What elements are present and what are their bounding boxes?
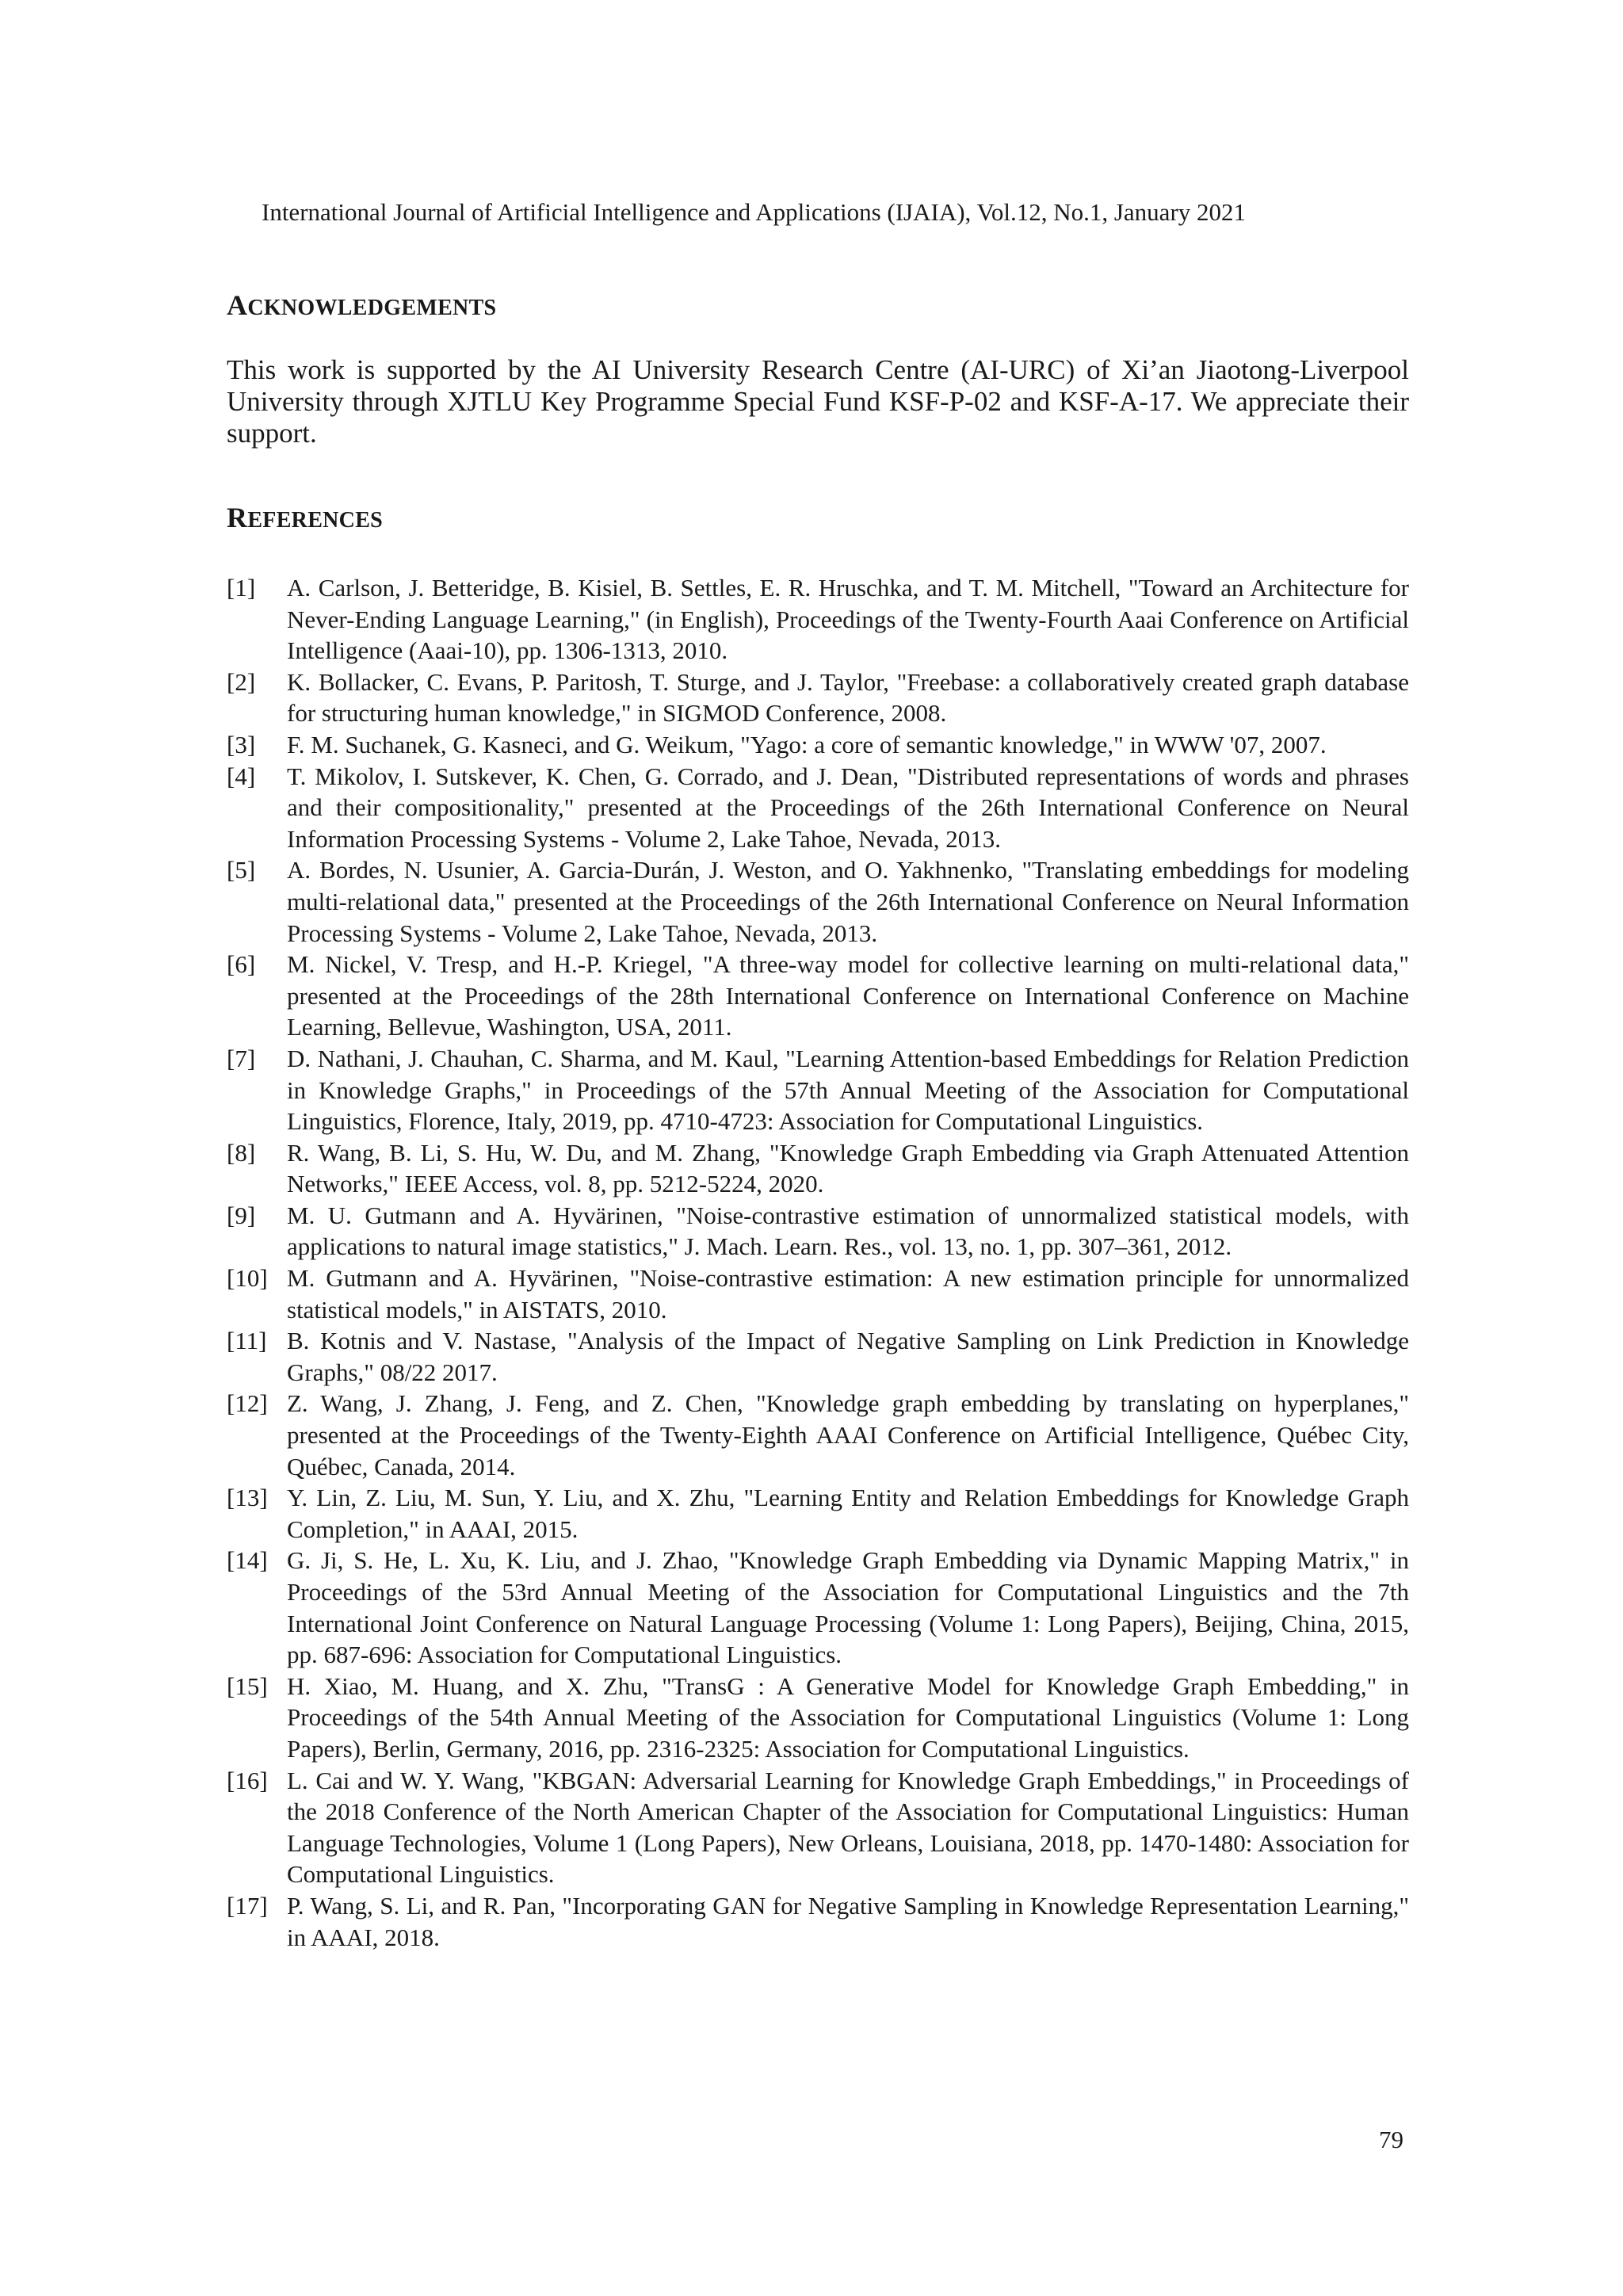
reference-number: [14]: [227, 1546, 268, 1575]
reference-text: Y. Lin, Z. Liu, M. Sun, Y. Liu, and X. Zhu, "Learning Entity and Relation Embeddings for Knowledge Graph Completion," in AAAI, 2015.: [287, 1484, 1409, 1543]
acknowledgements-text: This work is supported by the AI University Research Centre (AI-URC) of Xi’an Jiaotong-Liverpool University through XJTLU Key Programme Special Fund KSF-P-02 and KSF-A-17. We appreciate their support.: [227, 354, 1409, 449]
reference-number: [15]: [227, 1671, 268, 1700]
reference-text: R. Wang, B. Li, S. Hu, W. Du, and M. Zhang, "Knowledge Graph Embedding via Graph Attenuated Attention Networks," IEEE Access, vol. 8, pp. 5212-5224, 2020.: [287, 1138, 1409, 1198]
reference-number: [12]: [227, 1389, 268, 1418]
reference-item: [227, 949, 1409, 1043]
reference-text: M. U. Gutmann and A. Hyvärinen, "Noise-contrastive estimation of unnormalized statistical models, with applications to natural image statistics," J. Mach. Learn. Res., vol. 13, no. 1, pp. 307–361, 2012.: [287, 1201, 1409, 1261]
reference-number: [11]: [227, 1327, 267, 1355]
reference-text: D. Nathani, J. Chauhan, C. Sharma, and M. Kaul, "Learning Attention-based Embeddings for Relation Prediction in Knowledge Graphs," in Proceedings of the 57th Annual Meeting of the Association for Computational Linguistics, Florence, Italy, 2019, pp. 4710-4723: Association for Computational Linguistics.: [287, 1044, 1409, 1136]
reference-number: [7]: [227, 1044, 256, 1072]
reference-item: [227, 854, 1409, 949]
reference-item: [227, 1325, 1409, 1388]
reference-number: [10]: [227, 1264, 268, 1293]
reference-text: M. Gutmann and A. Hyvärinen, "Noise-contrastive estimation: A new estimation principle for unnormalized statistical models," in AISTATS, 2010.: [287, 1264, 1409, 1324]
reference-text: P. Wang, S. Li, and R. Pan, "Incorporating GAN for Negative Sampling in Knowledge Representation Learning," in AAAI, 2018.: [287, 1891, 1409, 1951]
reference-text: F. M. Suchanek, G. Kasneci, and G. Weikum, "Yago: a core of semantic knowledge," in WWW '07, 2007.: [287, 730, 1327, 758]
reference-item: [227, 1890, 1409, 1953]
reference-number: [5]: [227, 856, 256, 884]
reference-number: [9]: [227, 1201, 256, 1229]
reference-text: B. Kotnis and V. Nastase, "Analysis of the Impact of Negative Sampling on Link Prediction in Knowledge Graphs," 08/22 2017.: [287, 1327, 1409, 1386]
reference-item: [227, 761, 1409, 855]
reference-list: [227, 572, 1409, 1953]
reference-number: [13]: [227, 1484, 268, 1512]
reference-item: [227, 1388, 1409, 1482]
references-heading: [227, 501, 383, 534]
reference-item: [227, 1765, 1409, 1890]
reference-number: [16]: [227, 1766, 268, 1794]
page-number: 79: [1379, 2126, 1403, 2153]
references-heading-rest: EFERENCES: [247, 508, 384, 533]
reference-item: [227, 572, 1409, 667]
reference-text: K. Bollacker, C. Evans, P. Paritosh, T. Sturge, and J. Taylor, "Freebase: a collaboratively created graph database for structuring human knowledge," in SIGMOD Conference, 2008.: [287, 667, 1409, 728]
reference-item: [227, 1263, 1409, 1325]
reference-number: [2]: [227, 667, 256, 696]
running-header: International Journal of Artificial Intelligence and Applications (IJAIA), Vol.12, No.1, January 2021: [262, 198, 1247, 226]
reference-text: L. Cai and W. Y. Wang, "KBGAN: Adversarial Learning for Knowledge Graph Embeddings," in Proceedings of the 2018 Conference of the North American Chapter of the Association for Computational Linguistics: Human Language Technologies, Volume 1 (Long Papers), New Orleans, Louisiana, 2018, pp. 1470-1480: Association for Computational Linguistics.: [287, 1766, 1409, 1889]
reference-number: [4]: [227, 762, 256, 790]
reference-item: [227, 1200, 1409, 1263]
reference-text: A. Bordes, N. Usunier, A. Garcia-Durán, J. Weston, and O. Yakhnenko, "Translating embeddings for modeling multi-relational data," presented at the Proceedings of the 26th International Conference on Neural Information Processing Systems - Volume 2, Lake Tahoe, Nevada, 2013.: [287, 856, 1409, 947]
reference-item: [227, 1545, 1409, 1670]
reference-item: [227, 729, 1409, 761]
reference-text: Z. Wang, J. Zhang, J. Feng, and Z. Chen, "Knowledge graph embedding by translating on hyperplanes," presented at the Proceedings of the Twenty-Eighth AAAI Conference on Artificial Intelligence, Québec City, Québec, Canada, 2014.: [287, 1389, 1409, 1480]
reference-item: [227, 1482, 1409, 1545]
acknowledgements-heading-rest: CKNOWLEDGEMENTS: [247, 296, 497, 320]
references-heading-cap: R: [227, 502, 248, 533]
reference-item: [227, 1043, 1409, 1137]
reference-number: [3]: [227, 730, 256, 758]
reference-number: [1]: [227, 574, 256, 602]
reference-item: [227, 1671, 1409, 1765]
reference-number: [17]: [227, 1891, 268, 1920]
reference-text: H. Xiao, M. Huang, and X. Zhu, "TransG : A Generative Model for Knowledge Graph Embedding," in Proceedings of the 54th Annual Meeting of the Association for Computational Linguistics (Volume 1: Long Papers), Berlin, Germany, 2016, pp. 2316-2325: Association for Computational Linguistics.: [287, 1671, 1409, 1763]
reference-text: T. Mikolov, I. Sutskever, K. Chen, G. Corrado, and J. Dean, "Distributed representations of words and phrases and their compositionality," presented at the Proceedings of the 26th International Conference on Neural Information Processing Systems - Volume 2, Lake Tahoe, Nevada, 2013.: [287, 762, 1409, 853]
acknowledgements-heading-cap: A: [227, 289, 248, 321]
reference-number: [6]: [227, 950, 256, 979]
reference-text: G. Ji, S. He, L. Xu, K. Liu, and J. Zhao, "Knowledge Graph Embedding via Dynamic Mapping Matrix," in Proceedings of the 53rd Annual Meeting of the Association for Computational Linguistics and the 7th International Joint Conference on Natural Language Processing (Volume 1: Long Papers), Beijing, China, 2015, pp. 687-696: Association for Computational Linguistics.: [287, 1546, 1409, 1669]
acknowledgements-heading: [227, 288, 496, 322]
reference-item: [227, 1137, 1409, 1200]
reference-number: [8]: [227, 1138, 256, 1167]
reference-text: A. Carlson, J. Betteridge, B. Kisiel, B. Settles, E. R. Hruschka, and T. M. Mitchell, "Toward an Architecture for Never-Ending Language Learning," (in English), Proceedings of the Twenty-Fourth Aaai Conference on Artificial Intelligence (Aaai-10), pp. 1306-1313, 2010.: [287, 574, 1409, 665]
reference-text: M. Nickel, V. Tresp, and H.-P. Kriegel, "A three-way model for collective learning on multi-relational data," presented at the Proceedings of the 28th International Conference on International Conference on Machine Learning, Bellevue, Washington, USA, 2011.: [287, 950, 1409, 1041]
reference-item: [227, 667, 1409, 729]
